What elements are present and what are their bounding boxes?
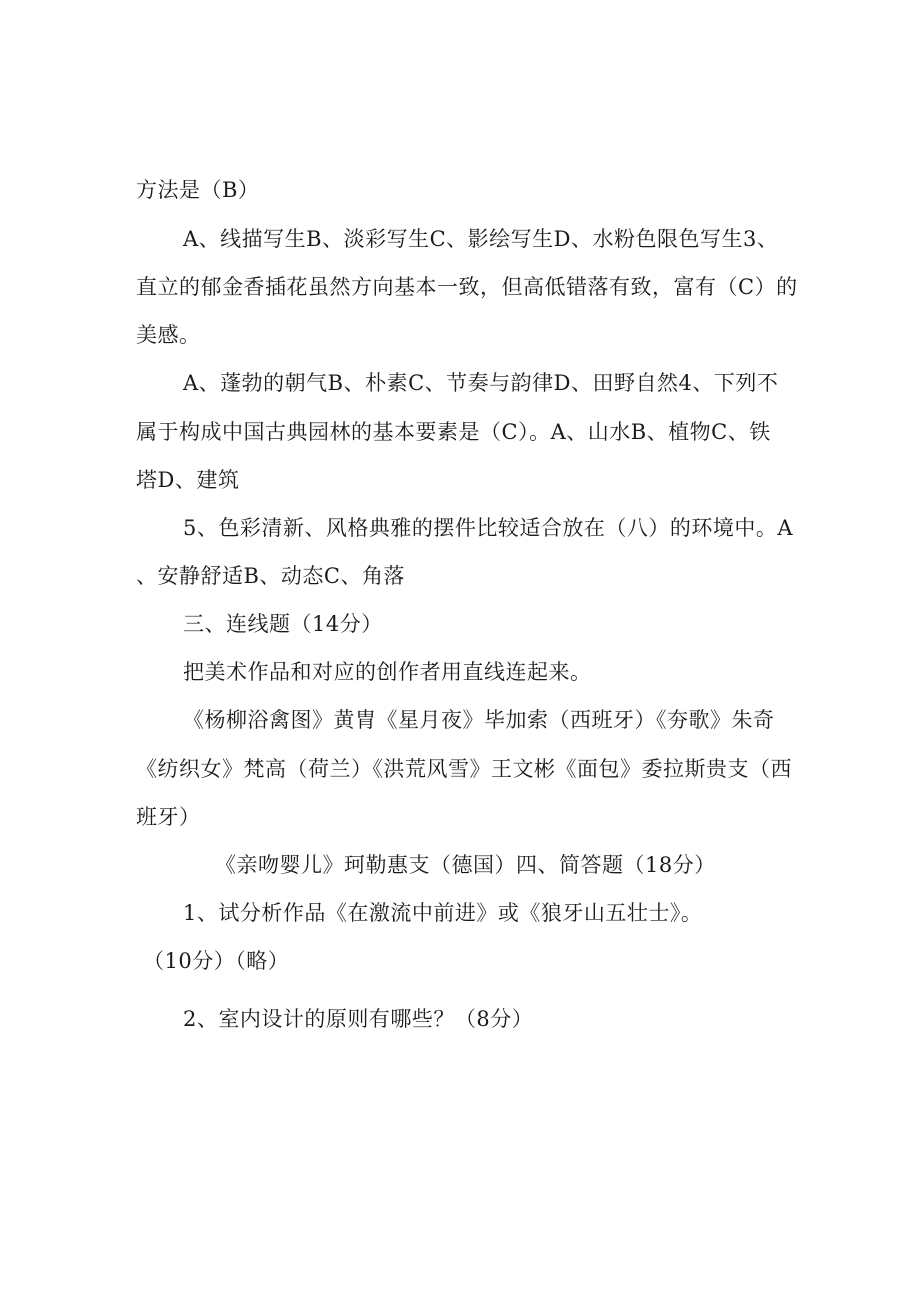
text-line-13: 《纺织女》梵高（荷兰）《洪荒风雪》王文彬《面包》委拉斯贵支（西 [136,757,792,781]
text-line-17: （10分）（略） [143,949,290,973]
text-line-2: A、线描写生B、淡彩写生C、影绘写生D、水粉色限色写生3、 [183,227,779,251]
text-line-5: A、蓬勃的朝气B、朴素C、节奏与韵律D、田野自然4、下列不 [183,371,779,395]
text-line-9: 、安静舒适B、动态C、角落 [136,564,405,588]
text-line-8: 5、色彩清新、风格典雅的摆件比较适合放在（八）的环境中。A [183,516,794,540]
text-line-15: 《亲吻婴儿》珂勒惠支（德国）四、简答题（18分） [215,853,716,877]
text-line-16: 1、试分析作品《在激流中前进》或《狼牙山五壮士》。 [183,901,703,925]
text-line-7: 塔D、建筑 [136,468,240,492]
text-line-3: 直立的郁金香插花虽然方向基本一致，但高低错落有致，富有（C）的 [136,275,798,299]
text-line-14: 班牙） [136,805,201,829]
text-line-6: 属于构成中国古典园林的基本要素是（C）。A、山水B、植物C、铁 [136,420,771,444]
text-line-4: 美感。 [136,323,201,347]
text-line-11: 把美术作品和对应的创作者用直线连起来。 [183,660,592,684]
text-line-18: 2、室内设计的原则有哪些？（8分） [183,1007,534,1031]
text-line-1: 方法是（B） [136,178,260,202]
text-line-12: 《杨柳浴禽图》黄胄《星月夜》毕加索（西班牙）《夯歌》朱奇 [183,708,775,732]
section-heading-matching: 三、连线题（14分） [183,612,383,636]
